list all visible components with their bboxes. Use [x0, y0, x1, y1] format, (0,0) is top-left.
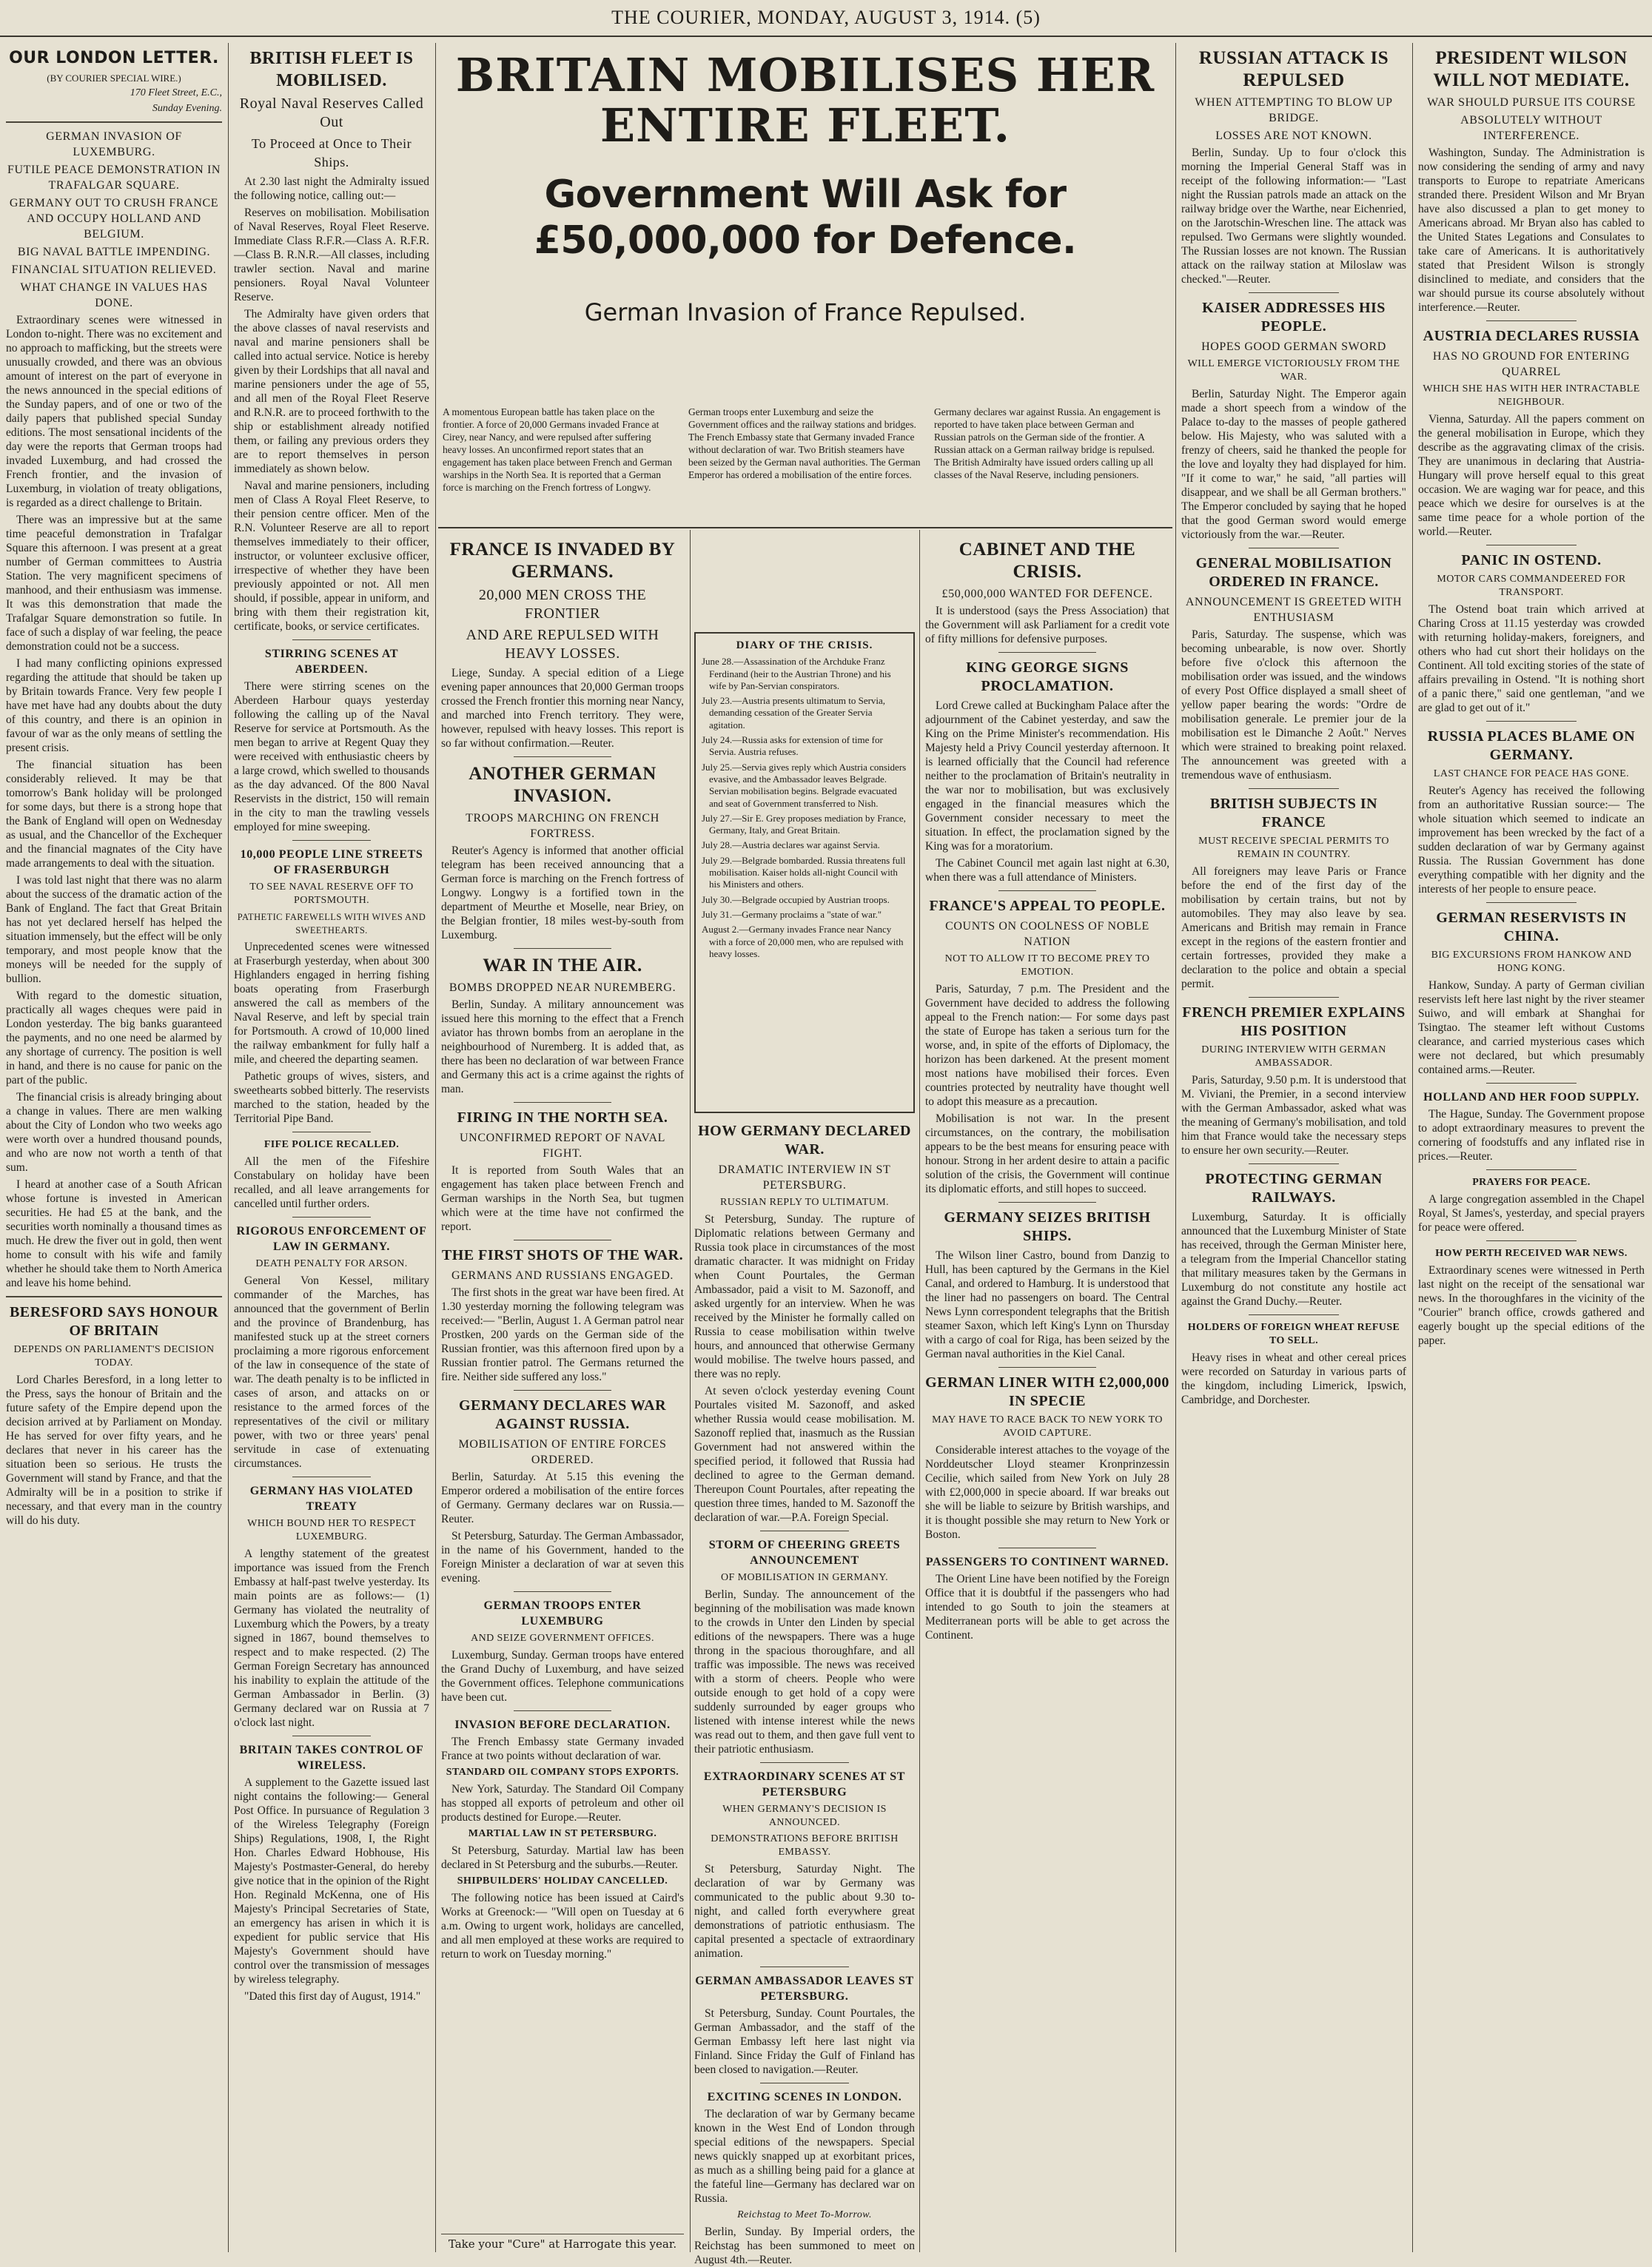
paragraph: Luxemburg, Sunday. German troops have entered the Grand Duchy of Luxemburg, and have seized the Government offices. Telephone communications have been cut. — [441, 1649, 684, 1704]
story-title: ANOTHER GERMAN INVASION. — [469, 764, 657, 806]
subhead: 20,000 MEN CROSS THE FRONTIER — [478, 587, 647, 622]
column-russian-attack — [1181, 43, 1406, 2252]
subhead: MAY HAVE TO RACE BACK TO NEW YORK TO AVOID CAPTURE. — [932, 1414, 1163, 1439]
paragraph: The financial crisis is already bringing about a change in values. There are men walking about the City of London who two weeks ago were worth over a hundred thousand pounds, and who are now not worth a tenth of that sum. — [6, 1091, 222, 1174]
paragraph: Lord Charles Beresford, in a long letter to the Press, says the honour of Britain and the future safety of the Empire depend upon the decision arrived at by Parliament on Monday. He has served for over fifty years, and he declares that never in his career has the situation been so serious. He trusts the Government will stand by France, and that the Admiralty will be in a position to strike if necessary, and that every man in the country will do his duty. — [6, 1374, 222, 1527]
paragraph: Paris, Saturday, 9.50 p.m. It is understood that M. Viviani, the Premier, in a second interview with the German Ambassador, asked what was the meaning of Germany's mobilisation, and told him that France would take the necessary steps to ensure her own security.—Reuter. — [1181, 1074, 1406, 1157]
paragraph: Pathetic groups of wives, sisters, and sweethearts sobbed bitterly. The reservists marched to the station, headed by the Territorial Pipe Band. — [234, 1070, 429, 1125]
story-title: STIRRING SCENES AT ABERDEEN. — [264, 648, 399, 676]
main-headline-block — [438, 43, 1172, 524]
advertisement: Take your "Cure" at Harrogate this year. — [441, 2234, 684, 2251]
story-title: Reichstag to Meet To-Morrow. — [737, 2209, 872, 2220]
divider — [998, 652, 1096, 653]
paragraph: It is understood (says the Press Association) that the Government will ask Parliament for a credit vote of fifty millions for defensive purposes. — [925, 605, 1169, 645]
divider — [514, 1102, 611, 1103]
column-rule — [228, 43, 229, 2252]
subhead: DEMONSTRATIONS BEFORE BRITISH EMBASSY. — [711, 1833, 899, 1858]
subhead: BIG NAVAL BATTLE IMPENDING. — [17, 246, 211, 258]
subhead: To Proceed at Once to Their Ships. — [251, 136, 412, 169]
divider — [1486, 320, 1577, 321]
main-subheadline: Government Will Ask for £50,000,000 for Defence. — [534, 172, 1077, 263]
column-rule — [919, 530, 920, 2252]
paragraph: A lengthy statement of the greatest importance was issued from the French Embassy at half-past twelve yesterday. Its main points are as follows:— (1) Germany has violated the neutrality of Luxemburg which the Powers, by a treaty signed in 1867, bound themselves to respect and to make respected. (2) The German Foreign Secretary has announced his inability to explain the attitude of the German Ambassador in Berlin. (3) Germany declared war on Russia at 7 o'clock last night. — [234, 1548, 429, 1729]
paragraph: All the men of the Fifeshire Constabulary on holiday have been recalled, and all leave arrangements for cancelled until further orders. — [234, 1155, 429, 1210]
story-title: GERMAN TROOPS ENTER LUXEMBURG — [483, 1599, 642, 1628]
subhead: BIG EXCURSIONS FROM HANKOW AND HONG KONG. — [1431, 950, 1632, 974]
main-headline: BRITAIN MOBILISES HER ENTIRE FLEET. — [455, 48, 1155, 152]
subhead: MUST RECEIVE SPECIAL PERMITS TO REMAIN IN COUNTRY. — [1198, 836, 1389, 860]
column-rule — [1412, 43, 1413, 2252]
divider — [6, 121, 222, 123]
subhead: WAR SHOULD PURSUE ITS COURSE — [1427, 96, 1636, 109]
paragraph: At seven o'clock yesterday evening Count Pourtales visited M. Sazonoff, and asked whether Russia would cease mobilisation. M. Sazonoff replied that, inasmuch as the Russian Government had not answered within the specified period, it followed that Russia had declined to agree to the German demand. Thereupon Count Pourtales, after repeating the question three times, handed to M. Sazonoff the declaration of war.—P.A. Foreign Special. — [694, 1385, 915, 1524]
story-title: EXTRAORDINARY SCENES AT ST PETERSBURG — [703, 1770, 906, 1799]
subhead: ANNOUNCEMENT IS GREETED WITH ENTHUSIASM — [1185, 596, 1403, 624]
story-title: GERMANY DECLARES WAR AGAINST RUSSIA. — [458, 1397, 667, 1432]
paragraph: New York, Saturday. The Standard Oil Company has stopped all exports of petroleum and other oil products destined for Europe.—Reuter. — [441, 1783, 684, 1824]
divider — [514, 1710, 611, 1711]
masthead: THE COURIER, MONDAY, AUGUST 3, 1914. (5) — [0, 0, 1652, 37]
paragraph: Berlin, Sunday. A military announcement was issued here this morning to the effect that a French aviator has thrown bombs from an aeroplane in the neighbourhood of Nuremberg. It is added that, as there has been no declaration of war between France and Germany this act is a crime against the rights of man. — [441, 998, 684, 1095]
subhead: RUSSIAN REPLY TO ULTIMATUM. — [720, 1197, 889, 1208]
story-title: INVASION BEFORE DECLARATION. — [454, 1719, 671, 1731]
diary-entry: July 28.—Austria declares war against Servia. — [702, 839, 880, 851]
story-title: FRENCH PREMIER EXPLAINS HIS POSITION — [1182, 1004, 1406, 1039]
subhead: TROOPS MARCHING ON FRENCH FORTRESS. — [466, 812, 659, 840]
subhead: COUNTS ON COOLNESS OF NOBLE NATION — [945, 920, 1149, 948]
story-title: RIGOROUS ENFORCEMENT OF LAW IN GERMANY. — [236, 1225, 427, 1253]
story-title: PROTECTING GERMAN RAILWAYS. — [1205, 1171, 1383, 1206]
paragraph: Hankow, Sunday. A party of German civilian reservists left here last night by the river steamer Suiwo, and will embark at Shanghai for Tsingtao. The steamer left without Customs clearance, and carried mysterious cases which were not declared, but which presumably contained arms.—Reuter. — [1418, 979, 1645, 1076]
paragraph: With regard to the domestic situation, practically all wages cheques were paid in London yesterday. The big banks guaranteed the payments, and no one need be alarmed by any shortage of currency. The position is well in hand, and there is no cause for panic on the part of the public. — [6, 990, 222, 1087]
story-title: BRITAIN TAKES CONTROL OF WIRELESS. — [239, 1744, 424, 1772]
paragraph: The Admiralty have given orders that the above classes of naval reservists and naval and marine pensioners shall be called into actual service. Notice is hereby given by their Lordships that all naval and marine pensioners under the age of 55, and all men of the Royal Fleet Reserve and R.N.R. are to proceed forthwith to the ship or establishment already notified them, or failing any previous orders they are to report themselves in person immediately as shown below. — [234, 308, 429, 475]
story-title: KING GEORGE SIGNS PROCLAMATION. — [966, 659, 1129, 694]
subhead: TO SEE NAVAL RESERVE OFF TO PORTSMOUTH. — [249, 881, 414, 906]
story-title: MARTIAL LAW IN ST PETERSBURG. — [468, 1828, 657, 1839]
divider — [1249, 1314, 1339, 1315]
diary-entry: July 25.—Servia gives reply which Austria considers evasive, and the Ambassador leaves Belgrade. Servian mobilisation begins. Belgrade evacuated and seat of Government transferred to Nish. — [702, 761, 907, 809]
divider — [1486, 721, 1577, 722]
story-title: HOW GERMANY DECLARED WAR. — [698, 1123, 911, 1158]
subhead: MOBILISATION OF ENTIRE FORCES ORDERED. — [458, 1438, 667, 1466]
address: 170 Fleet Street, E.C., — [130, 87, 222, 98]
subhead: AND ARE REPULSED WITH HEAVY LOSSES. — [466, 627, 659, 662]
subhead: LOSSES ARE NOT KNOWN. — [1215, 130, 1372, 142]
paragraph: Washington, Sunday. The Administration is now considering the sending of army and navy transports to Europe to repatriate Americans stranded there. President Wilson and Mr Bryan have also discussed a plan to get money to Americans abroad. Mr Bryan also has cabled to the United States Legations and Consulates to take care of Americans. It is authoritatively stated that President Wilson is strongly disinclined to mediate, and considers that the war should pursue its course absolutely without interference.—Reuter. — [1418, 147, 1645, 314]
paragraph: Lord Crewe called at Buckingham Palace after the adjournment of the Cabinet yesterday, and saw the King on the Prime Minister's recommendation. His Majesty held a Privy Council yesterday afternoon. It is learned officially that the Council had reference neither to the proclamation of Britain's neutrality in the war nor to mobilisation, but was exclusively engaged in the financial measures which the Government consider necessary to meet the situation. In effect, the proclamation signed by the King was for a moratorium. — [925, 699, 1169, 853]
column-rule — [1175, 43, 1176, 2252]
subhead: BOMBS DROPPED NEAR NUREMBERG. — [449, 981, 676, 994]
byline: (BY COURIER SPECIAL WIRE.) — [47, 73, 181, 84]
story-title: HOW PERTH RECEIVED WAR NEWS. — [1435, 1248, 1628, 1259]
story-title: WAR IN THE AIR. — [483, 956, 642, 975]
divider — [1486, 902, 1577, 903]
paragraph: A supplement to the Gazette issued last night contains the following:— General Post Office. In pursuance of Regulation 3 of the Wireless Telegraphy (Foreign Ships) Regulations, 1908, I, the Right Hon. Charles Edward Hobhouse, His Majesty's Postmaster-General, do hereby give notice that in the opinion of the Right Hon. Reginald McKenna, one of His Majesty's Principal Secretaries of State, an emergency has arisen in which it is expedient for public service that His Majesty's Government should have control over the transmission of messages by wireless telegraphy. — [234, 1776, 429, 1986]
subhead: DEATH PENALTY FOR ARSON. — [255, 1258, 408, 1269]
divider — [1249, 997, 1339, 998]
column-london-letter — [6, 43, 222, 2252]
subhead: FINANCIAL SITUATION RELIEVED. — [11, 263, 217, 276]
divider — [6, 1296, 222, 1297]
story-title: BERESFORD SAYS HONOUR OF BRITAIN — [9, 1304, 219, 1339]
diary-entry: July 24.—Russia asks for extension of time for Servia. Austria refuses. — [702, 734, 883, 758]
diary-entry: July 27.—Sir E. Grey proposes mediation by France, Germany, Italy, and Great Britain. — [702, 812, 906, 836]
divider — [292, 840, 371, 841]
subhead: MOTOR CARS COMMANDEERED FOR TRANSPORT. — [1437, 574, 1626, 598]
story-title: THE FIRST SHOTS OF THE WAR. — [441, 1247, 684, 1263]
subhead: GERMAN INVASION OF LUXEMBURG. — [46, 130, 182, 158]
paragraph: Reuter's Agency has received the following from an authoritative Russian source:— The whole situation which seemed to indicate an improvement has been wrecked by the fact of a sudden declaration of war by Germany against Russia. The Russian Government has done everything compatible with her dignity and the interests of her people to ensure peace. — [1418, 785, 1645, 896]
summary-column: Germany declares war against Russia. An engagement is reported to have taken place between German and Russian patrols on the German side of the frontier. A Russian attack on a German railway bridge is repulsed. The British Admiralty have issued orders calling up all classes of the Naval Reserve, including pensioners. — [934, 406, 1161, 480]
paragraph: St Petersburg, Sunday. The rupture of Diplomatic relations between Germany and Russia took place in circumstances of the most dramatic character. It was midnight on Friday when Count Pourtales, the German Ambassador, paid a visit to M. Sazonoff, and asked urgently for an interview. When he was received by the Minister he formally called on Russia to cease mobilisation within twelve hours, and announced that otherwise Germany would mobilise. The twelve hours passed, and there was no reply. — [694, 1213, 915, 1380]
story-title: OUR LONDON LETTER. — [9, 49, 219, 67]
paragraph: The Ostend boat train which arrived at Charing Cross at 11.15 yesterday was crowded with returning holiday-makers, foreigners, and others who had cut short their holidays on the Continent. All told exciting stories of the state of affairs prevailing in Ostend. "It is nothing short of a panic there," said one gentleman, "and we are glad to get out of it." — [1418, 603, 1645, 714]
story-title: FIFE POLICE RECALLED. — [263, 1139, 400, 1150]
subhead: LAST CHANCE FOR PEACE HAS GONE. — [1433, 768, 1630, 779]
paragraph: The first shots in the great war have been fired. At 1.30 yesterday morning the following telegram was received:— "Berlin, August 1. A German patrol near Prostken, 200 yards on the German side of the Russian frontier, was this afternoon fired upon by a Russian frontier patrol. The Germans returned the fire. Neither side suffered any loss." — [441, 1286, 684, 1383]
divider — [998, 1202, 1096, 1203]
divider — [1486, 1240, 1577, 1241]
subhead: ABSOLUTELY WITHOUT INTERFERENCE. — [1460, 114, 1602, 142]
divider — [1249, 788, 1339, 789]
summary-column: German troops enter Luxemburg and seize the Government offices and the railway stations and bridges. The French Embassy state that Germany invaded France without declaration of war. Two British steamers have been seized by the German naval authorities. The German Emperor has ordered a mobilisation of the entire forces. — [688, 406, 921, 480]
paragraph: Extraordinary scenes were witnessed in London to-night. There was no excitement and no approach to mafficking, but the streets were unusually crowded, and there was an obvious amount of interest on the part of everyone in the news announced in the special editions of the Sunday papers, and of one or two of the daily papers that published special Sunday editions. The most sensational incidents of the day were the reports that German troops had invaded Luxemburg, and had crossed the French frontier, and the invasion of Luxemburg, in violation of treaty obligations, is regarded as a direct challenge to Britain. — [6, 314, 222, 509]
column-fleet — [234, 43, 429, 2252]
subhead: WHAT CHANGE IN VALUES HAS DONE. — [20, 281, 208, 309]
subhead: WHEN GERMANY'S DECISION IS ANNOUNCED. — [722, 1804, 887, 1828]
paragraph: There was an impressive but at the same time peaceful demonstration in Trafalgar Square this afternoon. I was present at a great number of German committees to Austria Station. The very magnificent specimens of manhood, and their enthusiasm was immense. It was this demonstration that made the Trafalgar Square demonstration so futile. In face of such a display of war feeling, the peace demonstration could not be a success. — [6, 514, 222, 653]
subhead: HOPES GOOD GERMAN SWORD — [1201, 340, 1386, 353]
story-title: FRANCE'S APPEAL TO PEOPLE. — [929, 898, 1166, 914]
divider — [760, 1762, 848, 1763]
subhead: WHEN ATTEMPTING TO BLOW UP BRIDGE. — [1195, 96, 1393, 124]
subhead: UNCONFIRMED REPORT OF NAVAL FIGHT. — [460, 1132, 665, 1160]
paragraph: All foreigners may leave Paris or France before the end of the first day of the mobilisation by certain trains, but not by automobiles. They may also leave by sea. Americans and British may remain in France except in the regions of the eastern frontier and certain fortresses, provided they make a declaration to the police and obtain a special permit. — [1181, 865, 1406, 990]
story-title: STANDARD OIL COMPANY STOPS EXPORTS. — [446, 1767, 679, 1778]
divider — [514, 948, 611, 949]
subhead: GERMANY OUT TO CRUSH FRANCE AND OCCUPY HOLLAND AND BELGIUM. — [9, 197, 219, 241]
paragraph: Unprecedented scenes were witnessed at Fraserburgh yesterday, when about 300 Highlanders engaged in herring fishing boats operating from Fraserburgh answered the call as members of the Naval Reserve, and left by special train for Portsmouth. A crowd of 10,000 lined the railway embankment for fully half a mile, and cheered the departing seamen. — [234, 941, 429, 1066]
paragraph: Extraordinary scenes were witnessed in Perth last night on the receipt of the sensational war news. In the thoroughfares in the vicinity of the "Courier" branch office, crowds gathered and eagerly bought up the special editions of the paper. — [1418, 1264, 1645, 1347]
paragraph: St Petersburg, Saturday. Martial law has been declared in St Petersburg and the suburbs.—Reuter. — [441, 1844, 684, 1871]
diary-entry: July 29.—Belgrade bombarded. Russia threatens full mobilisation. Kaiser holds all-night Council with his Ministers and others. — [702, 854, 906, 890]
story-title: RUSSIAN ATTACK IS REPULSED — [1198, 48, 1389, 90]
story-title: GERMAN RESERVISTS IN CHINA. — [1436, 910, 1627, 944]
story-title: 10,000 PEOPLE LINE STREETS OF FRASERBURGH — [240, 848, 423, 876]
column-wilson — [1418, 43, 1645, 2252]
divider — [998, 890, 1096, 891]
divider — [292, 639, 371, 640]
column-rule — [435, 43, 436, 2252]
diary-entry: June 28.—Assassination of the Archduke Franz Ferdinand (heir to the Austrian Throne) and his wife by Pan-Servian conspirators. — [702, 656, 891, 691]
subhead: NOT TO ALLOW IT TO BECOME PREY TO EMOTION. — [944, 953, 1150, 978]
paragraph: Heavy rises in wheat and other cereal prices were recorded on Saturday in various parts of the kingdom, including Limerick, Ipswich, Cambridge, and Dorchester. — [1181, 1351, 1406, 1406]
paragraph: I had many conflicting opinions expressed regarding the attitude that should be taken up by Britain towards France. Very few people I have met have had any doubts about the duty of this country, and there is an opinion in favour of war as the only means of settling the present crisis. — [6, 657, 222, 754]
story-title: PASSENGERS TO CONTINENT WARNED. — [925, 1556, 1169, 1568]
divider — [514, 1591, 611, 1592]
story-title: GERMAN LINER WITH £2,000,000 IN SPECIE — [925, 1374, 1169, 1409]
story-title: HOLDERS OF FOREIGN WHEAT REFUSE TO SELL. — [1187, 1322, 1400, 1346]
paragraph: The financial situation has been considerably relieved. It may be that tomorrow's Bank holiday will be prolonged for some days, but there is a strong hope that the Bank of England will open on Wednesday as usual, and the Chancellor of the Exchequer and the financial magnates of the City have made arrangements to deal with the situation. — [6, 759, 222, 870]
paragraph: Berlin, Saturday Night. The Emperor again made a short speech from a window of the Palace to-day to the masses of people gathered below. His Majesty, who was saluted with a frenzy of cheers, said he thanked the people for the love and loyalty they had displayed for him. "If it come to war," he said, "all parties will disappear, and we shall be all German brothers." The Emperor concluded by saying that he hoped that the good German sword would emerge victoriously from the war.—Reuter. — [1181, 388, 1406, 541]
paragraph: I heard at another case of a South African whose fortune is invested in American securities. He had £5 at the bank, and the securities worth nominally a thousand times as much. He drew the fiver out in gold, then went home to consult with his wife and family whether he should take them to North America and leave his home behind. — [6, 1178, 222, 1289]
paragraph: It is reported from South Wales that an engagement has taken place between French and German warships in the North Sea, but tugmen which were at the time have not confirmed the report. — [441, 1164, 684, 1233]
subhead: DEPENDS ON PARLIAMENT'S DECISION TODAY. — [13, 1344, 215, 1368]
subhead: PATHETIC FAREWELLS WITH WIVES AND SWEETHEARTS. — [237, 912, 426, 936]
subhead: £50,000,000 WANTED FOR DEFENCE. — [941, 588, 1153, 600]
diary-of-crisis-box — [694, 632, 915, 1113]
story-title: CABINET AND THE CRISIS. — [958, 540, 1136, 582]
divider — [514, 756, 611, 757]
story-title: PANIC IN OSTEND. — [1461, 552, 1602, 568]
paragraph: A large congregation assembled in the Chapel Royal, St James's, yesterday, and special prayers for peace were offered. — [1418, 1193, 1645, 1234]
paragraph: The Wilson liner Castro, bound from Danzig to Hull, has been captured by the Germans in the Kiel Canal, and ordered to Hamburg. It is understood that the liner had no passengers on board. The Central News Lynn correspondent telegraphs that the British steamer Saxon, which left King's Lynn on Thursday with a cargo of coal for Riga, has been seized by the German naval authorities in the Kiel Canal. — [925, 1249, 1169, 1360]
subhead: HAS NO GROUND FOR ENTERING QUARREL — [1432, 350, 1631, 378]
story-title: GENERAL MOBILISATION ORDERED IN FRANCE. — [1195, 555, 1392, 590]
divider — [292, 1217, 371, 1218]
divider — [1486, 1169, 1577, 1170]
column-cabinet-crisis — [925, 534, 1169, 2252]
column-rule — [690, 530, 691, 2252]
paragraph: Mobilisation is not war. In the present circumstances, on the contrary, the mobilisation appears to be the best means for ensuring peace with honour. Strong in her ardent desire to attain a pacific solution of the crisis, the Government will continue its diplomatic efforts, and still hopes to succeed. — [925, 1112, 1169, 1195]
divider — [1486, 1083, 1577, 1084]
diary-entry: July 30.—Belgrade occupied by Austrian troops. — [702, 893, 890, 905]
subhead: GERMANS AND RUSSIANS ENGAGED. — [451, 1269, 674, 1282]
subhead: FUTILE PEACE DEMONSTRATION IN TRAFALGAR SQUARE. — [7, 164, 221, 192]
story-title: HOLLAND AND HER FOOD SUPPLY. — [1423, 1091, 1639, 1104]
diary-entry: July 23.—Austria presents ultimatum to Servia, demanding cessation of the Greater Servia agitation. — [702, 695, 886, 731]
subhead: AND SEIZE GOVERNMENT OFFICES. — [471, 1633, 654, 1644]
column-france-invaded — [441, 534, 684, 2252]
story-title: PRAYERS FOR PEACE. — [1472, 1177, 1591, 1188]
story-title: PRESIDENT WILSON WILL NOT MEDIATE. — [1433, 48, 1630, 90]
paragraph: Berlin, Sunday. Up to four o'clock this morning the Imperial General Staff was in receipt of the following information:— "Last night the Russian patrols made an attack on the railway bridge over the Warthe, near Eichenried, on the Jarotschin-Wreschen line. The attack was repulsed. Two Germans were slightly wounded. The Russian losses are not known. The Russian attack on the railway station at Miloslaw was checked."—Reuter. — [1181, 147, 1406, 286]
story-title: SHIPBUILDERS' HOLIDAY CANCELLED. — [457, 1875, 668, 1887]
divider — [1249, 1163, 1339, 1164]
story-title: FIRING IN THE NORTH SEA. — [457, 1109, 668, 1126]
divider — [514, 1390, 611, 1391]
dateline: Sunday Evening. — [152, 103, 222, 114]
paragraph: The Orient Line have been notified by the Foreign Office that it is doubtful if the passengers who had intended to go South to join the steamers at Mediterranean ports will be able to get across the Continent. — [925, 1573, 1169, 1642]
story-title: AUSTRIA DECLARES RUSSIA — [1423, 328, 1640, 344]
paragraph: The Hague, Sunday. The Government propose to adopt extraordinary measures to prevent the cornering of foodstuffs and any inflated rise in prices.—Reuter. — [1418, 1108, 1645, 1163]
paragraph: Berlin, Sunday. The announcement of the beginning of the mobilisation was made known to the crowds in Unter den Linden by special editions of the newspapers. There was a huge throng in the spacious thoroughfare, and all traffic was impossible. The news was received with a storm of cheers. People who were outside enough to get hold of a copy were suddenly surrounded by eager groups who listened with intense interest while the news was read out to them, and then gave full vent to their patriotic enthusiasm. — [694, 1588, 915, 1756]
paragraph: "Dated this first day of August, 1914." — [244, 1990, 421, 2003]
paragraph: Liege, Sunday. A special edition of a Liege evening paper announces that 20,000 German troops crossed the French frontier this morning near Nancy, and marched into French territory. They were, however, repulsed with heavy losses. This report is so far without confirmation.—Reuter. — [441, 667, 684, 750]
paragraph: Paris, Saturday, 7 p.m. The President and the Government have decided to address the following appeal to the French nation:— For some days past the state of Europe has taken a serious turn for the worse, and, in spite of the efforts of Diplomacy, the horizon has been darkened. At the present moment most nations have mobilised their forces. Even countries protected by neutrality have thought well to adopt this measure as a precaution. — [925, 983, 1169, 1108]
paragraph: Naval and marine pensioners, including men of Class A Royal Fleet Reserve, to their pension centre officer. Men of the R.N. Volunteer Reserve are all to report themselves immediately to their officer, instructor, or volunteer exclusive officer, irrespective of whether they have been previously appointed or not. All men should, if possible, appear in uniform, and bring with them their registration kit, certificate, books, or service certificates. — [234, 480, 429, 633]
story-title: GERMAN AMBASSADOR LEAVES ST PETERSBURG. — [695, 1975, 914, 2003]
paragraph: St Petersburg, Sunday. Count Pourtales, the German Ambassador, and the staff of the German Embassy left here last night via Finland. Since Friday the Gulf of Finland has been closed to navigation.—Reuter. — [694, 2007, 915, 2076]
paragraph: The following notice has been issued at Caird's Works at Greenock:— "Will open on Tuesday at 6 a.m. Owing to urgent work, holidays are cancelled, and all men employed at these works are required to return to work on Tuesday morning." — [441, 1892, 684, 1961]
story-title: BRITISH FLEET IS MOBILISED. — [249, 49, 414, 90]
story-title: GERMANY HAS VIOLATED TREATY — [249, 1485, 414, 1513]
subhead: DURING INTERVIEW WITH GERMAN AMBASSADOR. — [1201, 1044, 1386, 1069]
divider — [998, 1367, 1096, 1368]
subhead: DRAMATIC INTERVIEW IN ST PETERSBURG. — [718, 1163, 891, 1192]
paragraph: There were stirring scenes on the Aberdeen Harbour quays yesterday following the calling up of the Naval Reserve for service at Portsmouth. As the men began to arrive at Regent Quay they were received with enthusiastic cheers by a large crowd, which swelled to thousands as the day advanced. Of the 800 Naval Reservists in the district, 150 will remain in the city to man the trawling vessels employed for mine sweeping. — [234, 680, 429, 833]
paragraph: Luxemburg, Saturday. It is officially announced that the Luxemburg Minister of State has received, through the German Minister here, a telegram from the Imperial Chancellor stating that military measures taken by the Germans in Luxemburg do not constitute any hostile act against the Grand Duchy.—Reuter. — [1181, 1211, 1406, 1308]
subhead: Royal Naval Reserves Called Out — [239, 95, 424, 130]
paragraph: At 2.30 last night the Admiralty issued the following notice, calling out:— — [234, 175, 429, 202]
paragraph: The Cabinet Council met again last night at 6.30, when there was a full attendance of Ministers. — [925, 857, 1169, 884]
column-germany-war — [694, 1119, 915, 2266]
story-title: KAISER ADDRESSES HIS PEOPLE. — [1202, 300, 1386, 335]
subhead: WHICH BOUND HER TO RESPECT LUXEMBURG. — [247, 1518, 416, 1542]
paragraph: Berlin, Sunday. By Imperial orders, the Reichstag has been summoned to meet on August 4th.—Reuter. — [694, 2226, 915, 2266]
diary-entry: July 31.—Germany proclaims a "state of war." — [702, 908, 882, 920]
paragraph: The declaration of war by Germany became known in the West End of London through special editions of the newspapers. Special news quickly snapped up at exorbitant prices, as much as a shilling being paid for a glance at the fateful line—Germany has declared war on Russia. — [694, 2108, 915, 2205]
story-title: FRANCE IS INVADED BY GERMANS. — [449, 540, 676, 582]
diary-entry: August 2.—Germany invades France near Nancy with a force of 20,000 men, who are repulsed with heavy losses. — [702, 924, 904, 959]
story-title: RUSSIA PLACES BLAME ON GERMANY. — [1427, 728, 1636, 763]
divider — [438, 527, 1172, 528]
paragraph: The French Embassy state Germany invaded France at two points without declaration of war. — [441, 1736, 684, 1762]
paragraph: St Petersburg, Saturday Night. The declaration of war by Germany was communicated to the public about 9.30 to-night, and called forth everywhere great demonstrations of patriotic enthusiasm. The capital presented a spectacle of extraordinary animation. — [694, 1863, 915, 1960]
paragraph: I was told last night that there was no alarm about the success of the dramatic action of the Bank of England. The fact that Great Britain has not yet declared herself has helped the situation immensely, but the effect will be only temporary, and most people know that the moneys will be needed for the supply of bullion. — [6, 874, 222, 985]
subhead: WILL EMERGE VICTORIOUSLY FROM THE WAR. — [1187, 358, 1400, 383]
paragraph: Paris, Saturday. The suspense, which was becoming unbearable, is now over. Shortly before five o'clock this afternoon the mobilisation order was issued, and the windows of every Post Office displayed a small sheet of yellow paper bearing the words: "Ordre de mobilisation generale. Le premier jour de la mobilisation est le Dimanche 2 Août." Nerves which were strained to breaking point relaxed. The announcement was greeted with a tremendous wave of enthusiasm. — [1181, 628, 1406, 782]
divider — [1249, 292, 1339, 293]
paragraph: St Petersburg, Saturday. The German Ambassador, in the name of his Government, handed to the Foreign Minister a declaration of war at seven this evening. — [441, 1530, 684, 1585]
paragraph: Reserves on mobilisation. Mobilisation of Naval Reserves, Royal Fleet Reserve. Immediate Class R.F.R.—Class A. R.F.R.—Class B. R.N.R.—All classes, including trawler section. Naval and marine pensioners. Royal Naval Volunteer Reserve. — [234, 206, 429, 303]
paragraph: General Von Kessel, military commander of the Marches, has announced that the government of Berlin and the province of Brandenburg, has manifested stuck up at the street corners proclaiming a more rigorous enforcement of the law in consequence of the state of war. The death penalty is to be inflicted in cases of arson, and attacks on or resistance to the armed forces of the representatives of the civil or military power, with two or three years' penal servitude in case of extenuating circumstances. — [234, 1274, 429, 1470]
paragraph: Berlin, Saturday. At 5.15 this evening the Emperor ordered a mobilisation of the entire forces of Germany. Germany declares war on Russia.—Reuter. — [441, 1471, 684, 1525]
subhead: WHICH SHE HAS WITH HER INTRACTABLE NEIGHBOUR. — [1423, 383, 1640, 408]
secondary-headline: German Invasion of France Repulsed. — [584, 298, 1027, 326]
box-title: DIARY OF THE CRISIS. — [736, 639, 873, 651]
paragraph: Considerable interest attaches to the voyage of the Norddeutscher Lloyd steamer Kronprinzessin Cecilie, which sailed from New York on July 28 with £2,000,000 in specie aboard. If war breaks out she will be liable to seizure by British warships, and it is thought possible she may return to New York or Boston. — [925, 1444, 1169, 1541]
story-title: GERMANY SEIZES BRITISH SHIPS. — [944, 1209, 1151, 1244]
paragraph: Reuter's Agency is informed that another official telegram has been received announcing that a German force is marching on the French fortress of Longwy. Longwy is a fortified town in the department of Meurthe et Moselle, near Briey, on the Belgian frontier, 18 miles west-by-south from Luxemburg. — [441, 844, 684, 941]
story-title: STORM OF CHEERING GREETS ANNOUNCEMENT — [708, 1539, 901, 1567]
story-title: BRITISH SUBJECTS IN FRANCE — [1209, 796, 1378, 830]
summary-column: A momentous European battle has taken place on the frontier. A force of 20,000 Germans invaded France at Cirey, near Nancy, and were repulsed after suffering heavy losses. An unconfirmed report states that an engagement has taken place between French and German warships in the North Sea. It is reported that a German force is marching on the French fortress of Longwy. — [443, 406, 672, 493]
paragraph: Vienna, Saturday. All the papers comment on the general mobilisation in Europe, which they describe as the aggravating climax of the crisis. They are unanimous in declaring that Austria-Hungary will prove herself equal to this great occasion. We are waging war for peace, and this peace which we desire for ourselves is at the same time peace for a whole portion of the world.—Reuter. — [1418, 413, 1645, 538]
subhead: OF MOBILISATION IN GERMANY. — [721, 1572, 888, 1583]
story-title: EXCITING SCENES IN LONDON. — [707, 2091, 902, 2103]
